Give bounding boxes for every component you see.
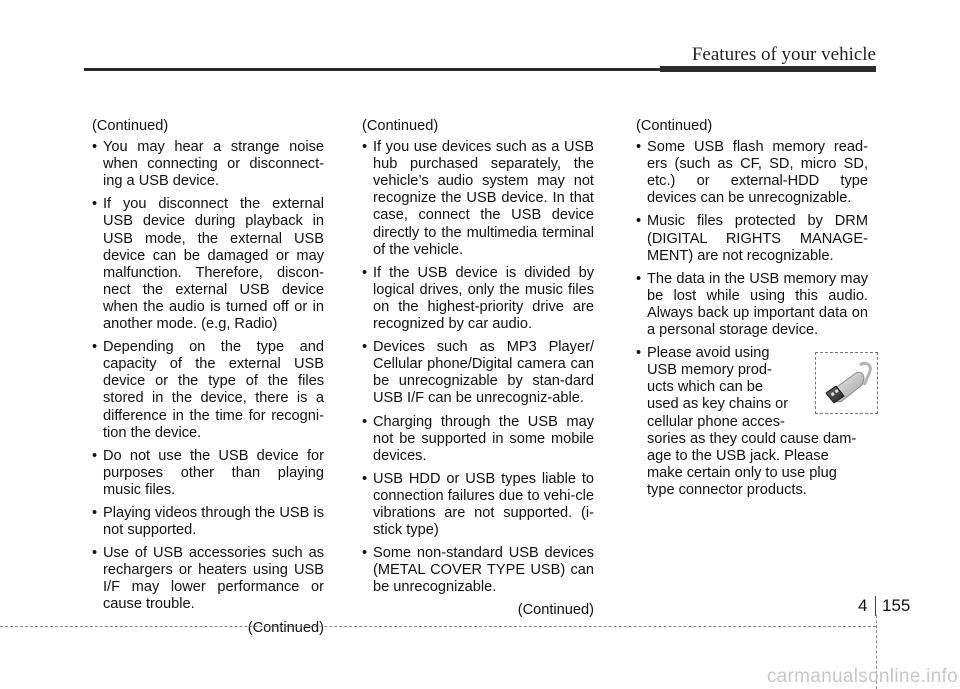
continued-label: (Continued) xyxy=(362,118,439,134)
continued-label: (Continued) xyxy=(92,118,169,134)
list-item-line: ucts which can be xyxy=(647,379,764,396)
column-3 xyxy=(632,118,868,505)
list-item xyxy=(88,139,324,190)
list-item xyxy=(88,196,324,333)
bullet-icon: • xyxy=(92,447,98,464)
list-item-line: USB memory prod- xyxy=(647,362,772,379)
bullet-icon: • xyxy=(636,213,642,230)
list-item-text: Music files protected by DRM (DIGITAL RIGHTS MANAGE-MENT) are not recognizable. xyxy=(647,213,868,264)
list-item-line: Please avoid using xyxy=(647,345,770,362)
list-item-line: make certain only to use plug xyxy=(647,464,837,481)
list-item xyxy=(632,271,868,339)
list-item xyxy=(88,505,324,539)
bullet-icon: • xyxy=(362,139,368,156)
usb-flash-drive-illustration xyxy=(815,352,878,414)
bullet-icon: • xyxy=(362,339,368,356)
list-item-text: Depending on the type and capacity of the external USB device or the type of the files stored in the device, there is a difference in the time for recogni-tion the device. xyxy=(103,339,324,441)
list-item-text: If the USB device is divided by logical drives, only the music files on the highest-priority drive are recognized by car audio. xyxy=(373,264,594,333)
watermark: carmanualsonline.info xyxy=(766,666,958,687)
continued-label: (Continued) xyxy=(517,602,594,619)
list-item xyxy=(632,139,868,207)
list-item-text: Playing videos through the USB is not supported. xyxy=(103,504,324,539)
list-item-text: If you disconnect the external USB device during playback in USB mode, the external USB device can be damaged or may malfunction. Therefore, discon-nect the external USB device when the audio is turned off or in another mode. (e.g, Radio) xyxy=(103,196,324,333)
bullet-icon: • xyxy=(636,345,642,362)
bullet-icon: • xyxy=(92,139,98,156)
list-item-text: Some USB flash memory read-ers (such as CF, SD, micro SD, etc.) or external-HDD type devices can be unrecognizable. xyxy=(647,139,868,207)
list-item-line: used as key chains or xyxy=(647,396,789,413)
list-item-line: cellular phone acces- xyxy=(647,413,785,430)
list-item-text: Charging through the USB may not be supported in some mobile devices. xyxy=(373,413,594,464)
bullet-icon: • xyxy=(362,264,368,281)
list-item-text: Some non-standard USB devices (METAL COVER TYPE USB) can be unrecognizable. xyxy=(373,545,594,596)
footer-dashed-rule xyxy=(0,626,876,627)
list-item xyxy=(358,414,594,465)
continued-label: (Continued) xyxy=(636,118,713,134)
bullet-icon: • xyxy=(362,470,368,487)
header-rule-accent xyxy=(660,66,876,72)
page-number: 155 xyxy=(882,596,911,615)
list-item-text: You may hear a strange noise when connecting or disconnect-ing a USB device. xyxy=(103,139,324,190)
continued-label: (Continued) xyxy=(247,619,324,636)
list-item xyxy=(358,339,594,407)
usb-flash-drive-icon xyxy=(816,353,877,413)
list-item xyxy=(358,471,594,539)
bullet-icon: • xyxy=(92,196,98,213)
bullet-icon: • xyxy=(636,270,642,287)
bullet-icon: • xyxy=(362,545,368,562)
list-item xyxy=(88,545,324,613)
list-item xyxy=(88,339,324,442)
column-2 xyxy=(358,118,594,620)
bullet-icon: • xyxy=(636,139,642,156)
bullet-icon: • xyxy=(362,413,368,430)
page-number-divider xyxy=(875,596,876,616)
list-item xyxy=(632,213,868,264)
list-item-line: age to the USB jack. Please xyxy=(647,447,829,464)
list-item xyxy=(88,448,324,499)
list-item-text: Do not use the USB device for purposes other than playing music files. xyxy=(103,447,324,498)
section-number: 4 xyxy=(858,596,868,615)
list-item xyxy=(358,545,594,596)
header-title: Features of your vehicle xyxy=(691,44,876,65)
list-item-text: If you use devices such as a USB hub purchased separately, the vehicle’s audio system may not recognize the USB device. In that case, connect the USB device directly to the multimedia terminal of the vehicle. xyxy=(373,139,594,258)
list-item-line: type connector products. xyxy=(647,481,807,498)
column-1 xyxy=(88,118,324,637)
list-item-text: The data in the USB memory may be lost while using this audio. Always back up important data on a personal storage device. xyxy=(647,270,868,339)
list-item-text: USB HDD or USB types liable to connection failures due to vehi-cle vibrations are not supported. (i-stick type) xyxy=(373,470,594,539)
bullet-icon: • xyxy=(92,504,98,521)
list-item-text: Use of USB accessories such as rechargers or heaters using USB I/F may lower performance or cause trouble. xyxy=(103,545,324,613)
bullet-icon: • xyxy=(92,545,98,562)
list-item-text: Devices such as MP3 Player/ Cellular phone/Digital camera can be unrecognizable by stan-dard USB I/F can be unrecogniz-able. xyxy=(373,339,594,407)
bullet-icon: • xyxy=(92,339,98,356)
list-item xyxy=(358,265,594,333)
list-item-line: sories as they could cause dam- xyxy=(647,430,857,447)
list-item xyxy=(358,139,594,259)
